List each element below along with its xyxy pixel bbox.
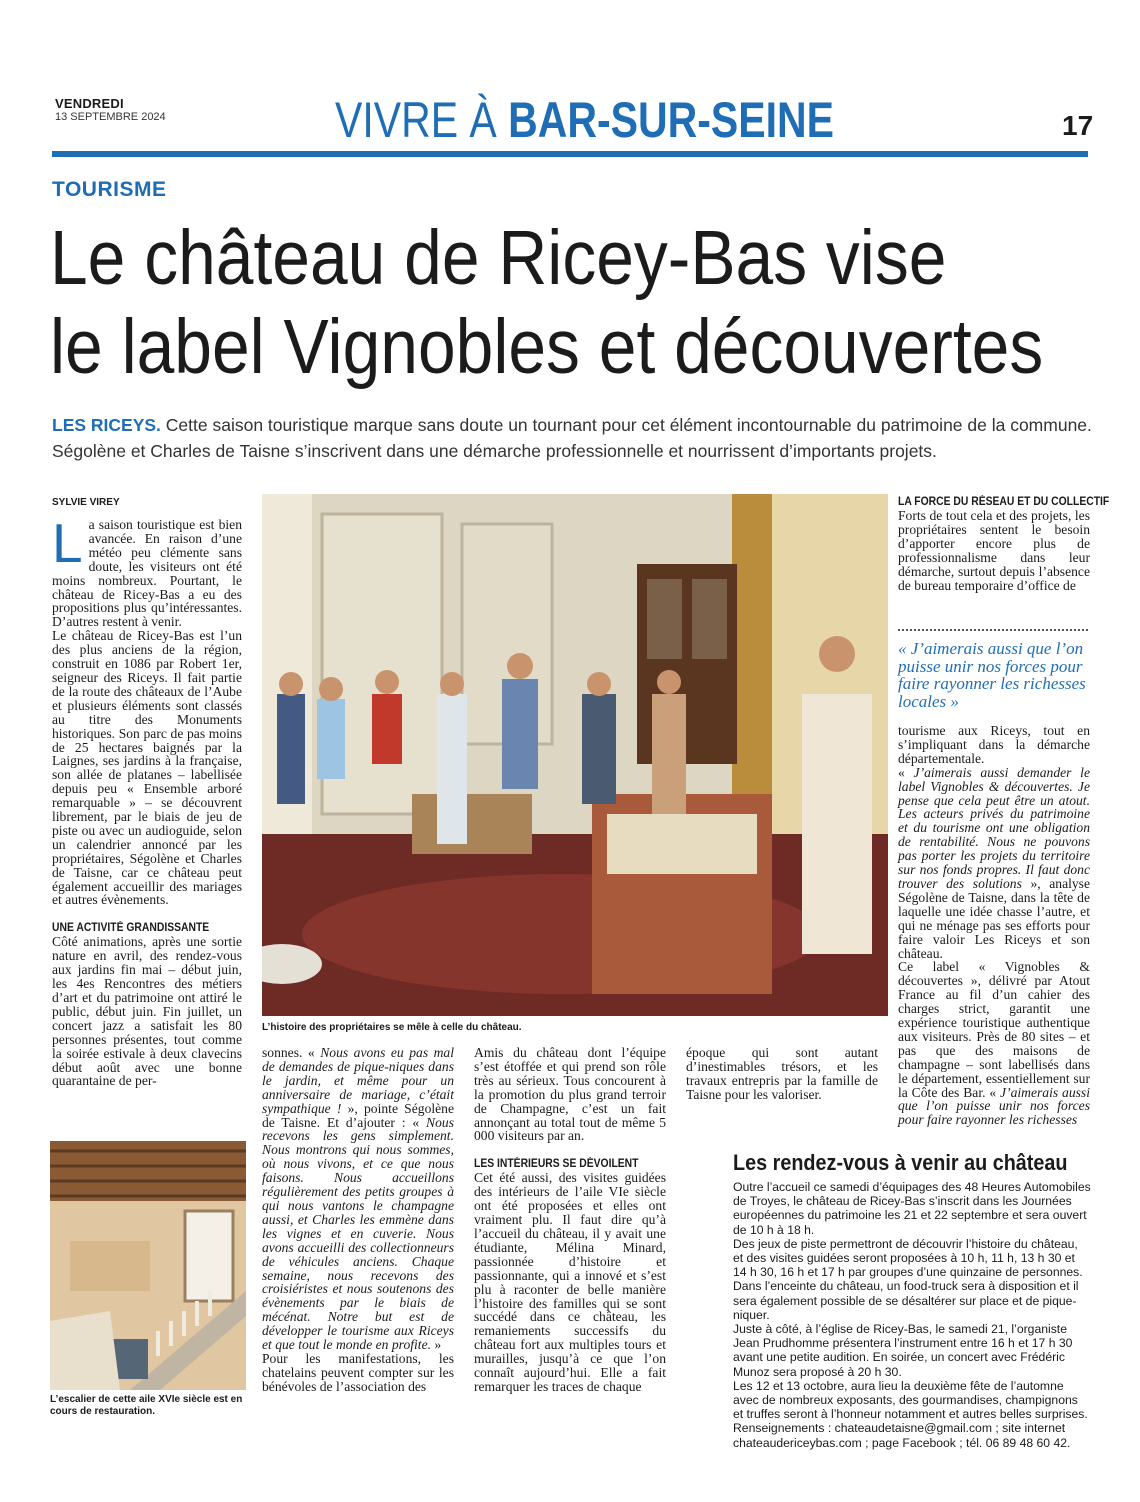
column-2 [262,1046,454,1394]
col5-quote-1: J’aimerais aussi demander le label Vignobles & découvertes. Je pense que cela peut être un atout. Les acteurs privés du patrimoine et du tourisme ont une obligation de rentabilité. Nous ne pouvons pas porter les projets du territoire sur nos fonds propres. Il faut donc trouver des solutions [898,764,1090,891]
rubric: TOURISME [52,178,167,201]
col2-text-1: sonnes. « [262,1045,321,1060]
events-paragraph-1: Outre l’accueil ce samedi d’équipages des 48 Heures Automobiles de Troyes, le château de Ricey-Bas s’inscrit dans les Journées européennes du patrimoine les 21 et 22 septembre et sera ouvert de 10 h à 18 h. [733,1180,1091,1237]
col1-paragraph-3: Côté animations, après une sortie nature en avril, des rendez-vous aux jardins fin mai – début juin, les 4es Rencontres des métiers d’art et du patrimoine ont attiré le public, début juin. Fin juillet, un concert jazz a satisfait les 80 personnes présentes, tout comme la soirée estivale à deux clavecins début août avec une bonne quarantaine de per- [52,934,242,1089]
subheading-reseau: LA FORCE DU RÉSEAU ET DU COLLECTIF [898,496,1110,508]
column-1 [52,512,242,1089]
staircase-photo-caption: L’escalier de cette aile XVIe siècle est en cours de restauration. [50,1394,243,1417]
headline [50,214,1044,392]
events-paragraph-2: Des jeux de piste permettront de découvrir l’histoire du château, et des visites guidées seront proposées à 10 h, 11 h, 13 h 30 et 14 h 30, 16 h et 17 h par groupes d’une quinzaine de personnes. Dans l’enceinte du château, un food-truck sera à disposition et il sera également possible de se désaltérer sur place et de pique-niquer. [733,1236,1083,1322]
main-photo [262,494,888,1016]
column-4 [686,1046,878,1102]
col4-paragraph-1: époque qui sont autant d’inestimables trésors, et les travaux entrepris par la famille de Taisne pour les valoriser. [686,1045,878,1102]
col1-paragraph-1: a saison touristique est bien avancée. En raison d’une météo peu clémente sans doute, les visiteurs ont été moins nombreux. Pourtant, le château de Ricey-Bas a eu des propositions plus qu’intéressantes. D’autres restent à venir. [52,517,242,630]
column-5-top [898,495,1110,593]
standfirst [52,412,1092,464]
byline: SYLVIE VIREY [52,497,120,508]
events-box-title: Les rendez-vous à venir au château [733,1150,1068,1175]
col3-paragraph-2: Cet été aussi, des visites guidées des intérieurs de l’aile VIe siècle ont été proposées et elles ont vraiment plu. Il faut dire qu’à l’accueil du château, il y avait une étudiante, Mélina Minard, passionnée d’histoire et passionnante, qui a innové et s’est plu à raconter de belle manière l’histoire des familles qui se sont succédé dans ce château, les remaniements successifs du château fort aux multiples tours et murailles, jusqu’à ce que l’on connaît aujourd’hui. Elle a fait remarquer les traces de chaque [474,1170,666,1394]
col5-text-1: « [898,764,914,780]
main-photo-caption: L’histoire des propriétaires se mêle à celle du château. [262,1022,522,1033]
col5-paragraph-4: Ce label « Vignobles & découvertes », délivré par Atout France au fil d’un cahier des charges strict, garantit une expérience touristique authentique aux visiteurs. Près de 80 sites – et pas que des maisons de champagne – sont labellisés dans le département, essentiellement sur la Côte des Bar. « [898,959,1090,1100]
col2-quote-2: Nous recevons les gens simplement. Nous montrons qui nous sommes, où nous vivons, et ce que nous faisons. Nous accueillons régulièrement des petits groupes à qui nous vantons le champagne aussi, et Charles les emmène dans les vignes et en cuverie. Nous avons accueilli des collectionneurs de véhicules anciens. Chaque semaine, nous recevons des croisiéristes et nous soutenons des évènements par le biais de mécénat. Notre but est de développer le tourisme aux Riceys et que tout le monde en profite. [262,1114,454,1353]
pullquote-rule [898,629,1088,631]
page-number: 17 [1062,110,1094,141]
col2-quote-1: Nous avons eu pas mal de demandes de pique-niques dans le jardin, et même pour un anniversaire de mariage, c’était sympathique ! [262,1045,454,1116]
edition-date: 13 SEPTEMBRE 2024 [55,111,166,123]
subheading-activite: UNE ACTIVITÉ GRANDISSANTE [52,922,210,935]
col3-paragraph-1: Amis du château dont l’équipe s’est étoffée et qui prend son rôle très au sérieux. Tous concourent à la promotion du plus grand terroir de Champagne, c’est un fait annonçant au total tout de même 5 000 visiteurs par an. [474,1045,666,1144]
headline-line1: Le château de Ricey-Bas vise [50,215,947,301]
col1-paragraph-2: Le château de Ricey-Bas est l’un des plus anciens de la région, construit en 1086 par Robert 1er, seigneur des Riceys. Il fait partie de la route des châteaux de l’Aube et plusieurs éléments sont classés au titre des Monuments historiques. Son parc de pas moins de 25 hectares baignés par la Laignes, ses jardins à la française, son allée de platanes – labellisée depuis peu « Ensemble arboré remarquable » – se découvrent librement, par le biais de jeu de piste ou avec un audioguide, selon un calendrier annoncé par les propriétaires, Ségolène et Charles de Taisne, car ce château peut également accueillir des mariages et autres évènements. [52,628,242,908]
dropcap: L [52,512,83,574]
section-title-bold: BAR-SUR-SEINE [508,92,834,148]
col5-quote-2: J’aimerais aussi que l’on puisse unir nos forces pour faire rayonner les richesses [898,1084,1090,1128]
staircase-photo [50,1141,246,1390]
section-title [335,90,834,150]
col2-text-3: » [431,1337,442,1353]
events-paragraph-5: Renseignements : chateaudetaisne@gmail.com ; site internet chateaudericeybas.com ; page Facebook ; tél. 06 89 48 60 42. [733,1421,1071,1450]
subheading-interieurs: LES INTÉRIEURS SE DÉVOILENT [474,1158,639,1171]
events-paragraph-3: Juste à côté, à l’église de Ricey-Bas, le samedi 21, l’organiste Jean Prudhomme présentera l’instrument entre 16 h et 17 h 30 avant une petite audition. En soirée, un concert avec Frédéric Munoz sera proposé à 20 h 30. [733,1322,1073,1379]
events-paragraph-4: Les 12 et 13 octobre, aura lieu la deuxième fête de l’automne avec de nombreux exposants, des gourmandises, champignons et truffes seront à l’honneur notamment et autres belles surprises. [733,1378,1088,1422]
column-5-bottom [898,724,1090,1127]
col5-text-2: », analyse Ségolène de Taisne, dans la tête de laquelle une idée chasse l’autre, et qui ne ménage pas ses efforts pour faire valoir Les Riceys et son château. [898,875,1090,961]
col5-paragraph-1: Forts de tout cela et des projets, les propriétaires sentent le besoin d’apporter encore plus de professionnalisme dans leur démarche, surtout depuis l’absence de bureau temporaire d’office de [898,508,1090,593]
pullquote: « J’aimerais aussi que l’on puisse unir nos forces pour faire rayonner les richesses locales » [898,639,1086,711]
section-title-thin: VIVRE À [335,92,497,148]
events-box-body [733,1180,1091,1450]
col2-text-2: », pointe Ségolène de Taisne. Et d’ajouter : « [262,1100,455,1130]
edition-day: VENDREDI [55,96,124,111]
header-rule [52,151,1088,157]
col2-paragraph-2: Pour les manifestations, les chatelains peuvent compter sur les bénévoles de l’association des [262,1350,454,1394]
col5-paragraph-2: tourisme aux Riceys, tout en s’impliquant dans la démarche départementale. [898,723,1090,766]
standfirst-text: Cette saison touristique marque sans doute un tournant pour cet élément incontournable du patrimoine de la commune. Ségolène et Charles de Taisne s’inscrivent dans une démarche professionnelle et nourrissent d’importants projets. [52,415,1092,461]
column-3 [474,1046,666,1394]
headline-line2: le label Vignobles et découvertes [50,304,1044,390]
standfirst-lead: LES RICEYS. [52,415,161,435]
